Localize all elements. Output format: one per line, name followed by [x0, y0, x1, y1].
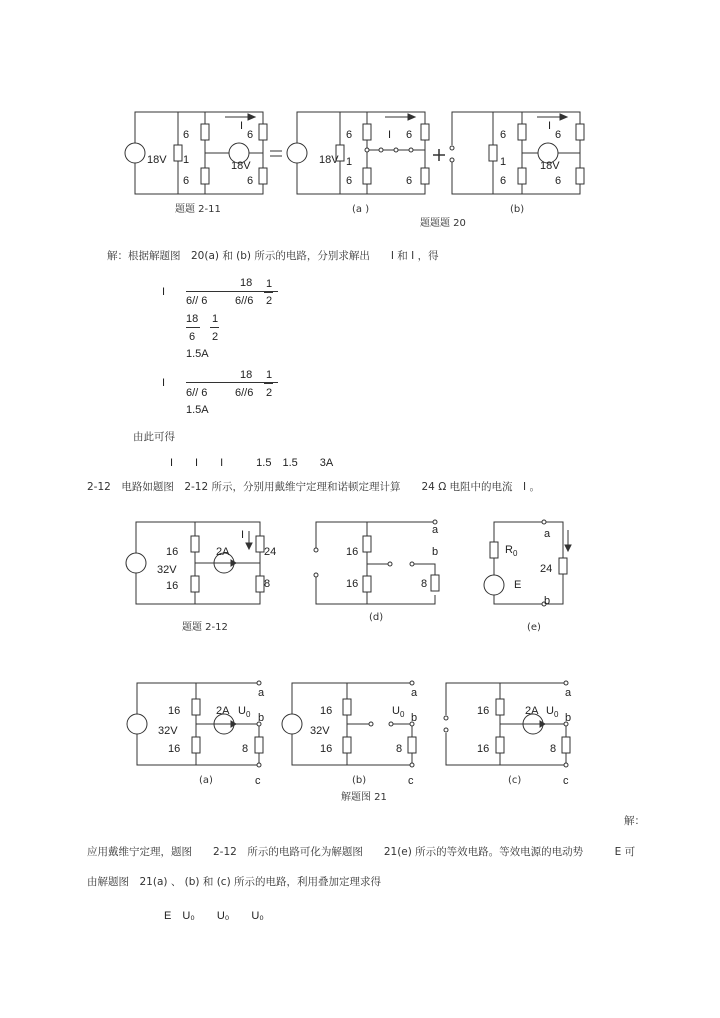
terminal-label: a: [544, 528, 551, 540]
final-result: I I I 1.5 1.5 3A: [170, 457, 334, 469]
resistor-label: $R_0$: [505, 544, 518, 559]
resistor-label: 1: [183, 154, 190, 166]
resistor-label: 6: [500, 175, 507, 187]
resistor-label: 8: [421, 578, 428, 590]
terminal-label: b: [258, 712, 265, 724]
fraction-numerator: 1: [266, 278, 273, 290]
voltage-source-label: 32V: [158, 725, 178, 737]
resistor-label: 16: [168, 743, 181, 755]
terminal-label: b: [544, 595, 551, 607]
solution-intro: 解：根据解题图 20(a) 和 (b) 所示的电路，分别求解出 I 和 I ，得: [107, 250, 439, 262]
equation-result: 1.5A: [186, 348, 209, 360]
terminal-label: a: [258, 687, 265, 699]
emf-label: E: [514, 579, 522, 591]
resistor-label: 6: [247, 175, 254, 187]
problem-statement: 2-12 电路如题图 2-12 所示，分别用戴维宁定理和诺顿定理计算 24 Ω 电阻中的电流 I 。: [87, 481, 540, 493]
resistor-label: 16: [166, 580, 179, 592]
fraction-denominator: 2: [266, 295, 273, 307]
solution-text: 由解题图 21(a) 、 (b) 和 (c) 所示的电路，利用叠加定理求得: [87, 876, 381, 888]
equation-lhs: I: [162, 286, 166, 298]
resistor-label: 6: [555, 129, 562, 141]
voltage-source-label: 18V: [147, 154, 167, 166]
terminal-label: a: [565, 687, 572, 699]
equation-numerator: 18: [186, 313, 199, 325]
terminal-label: a: [432, 524, 439, 536]
voltage-label: $U_0$: [392, 705, 405, 720]
resistor-label: 16: [320, 705, 333, 717]
figure-caption: (a): [199, 775, 213, 786]
voltage-source-label: 18V: [319, 154, 339, 166]
equation-denominator: 6// 6: [186, 295, 208, 307]
figure-caption: (e): [527, 622, 541, 633]
equation-lhs: I: [162, 377, 166, 389]
current-label: I: [241, 529, 245, 541]
resistor-label: 16: [320, 743, 333, 755]
figure-caption: 题题 2-12: [182, 622, 228, 633]
resistor-label: 1: [500, 156, 507, 168]
terminal-label: c: [563, 775, 569, 787]
terminal-label: b: [565, 712, 572, 724]
figure-caption: (b): [510, 204, 525, 215]
final-equation: E U₀ U₀ U₀: [164, 910, 264, 922]
resistor-label: 16: [477, 705, 490, 717]
equation-denominator: 6//6: [235, 387, 254, 399]
terminal-label: c: [408, 775, 414, 787]
current-label: I: [548, 120, 552, 132]
equation-numerator: 18: [240, 277, 253, 289]
resistor-label: 6: [183, 175, 190, 187]
equation-denominator: 6// 6: [186, 387, 208, 399]
current-label: I: [240, 120, 244, 132]
equation-denominator: 6: [189, 331, 196, 343]
resistor-label: 16: [477, 743, 490, 755]
figure-caption: (d): [369, 612, 384, 623]
solution-text: 应用戴维宁定理，题图 2-12 所示的电路可化为解题图 21(e) 所示的等效电路。等效电源的电动势 E 可: [87, 846, 636, 858]
equation-result: 1.5A: [186, 404, 209, 416]
current-label: I: [388, 129, 392, 141]
resistor-label: 6: [247, 129, 254, 141]
terminal-label: a: [411, 687, 418, 699]
fraction-numerator: 1: [212, 313, 219, 325]
fraction-denominator: 2: [266, 387, 273, 399]
terminal-label: b: [432, 546, 439, 558]
current-source-label: 2A: [216, 705, 230, 717]
fraction-denominator: 2: [212, 331, 219, 343]
terminal-label: b: [411, 712, 418, 724]
voltage-source-label: 18V: [540, 160, 560, 172]
resistor-label: 6: [555, 175, 562, 187]
resistor-label: 8: [396, 743, 403, 755]
figure-caption: (a ): [352, 204, 370, 215]
voltage-label: $U_0$: [546, 705, 559, 720]
figure-caption: (c): [508, 775, 522, 786]
resistor-label: 6: [183, 129, 190, 141]
terminal-label: c: [255, 775, 261, 787]
figure-caption: 题题 2-11: [175, 204, 221, 215]
resistor-label: 8: [550, 743, 557, 755]
current-source-label: 2A: [525, 705, 539, 717]
resistor-label: 8: [264, 578, 271, 590]
voltage-label: $U_0$: [238, 705, 251, 720]
resistor-label: 24: [264, 546, 277, 558]
figure-caption: 题题题 20: [420, 218, 466, 229]
voltage-source-label: 32V: [157, 564, 177, 576]
figure-caption: (b): [352, 775, 367, 786]
resistor-label: 1: [346, 156, 353, 168]
voltage-source-label: 18V: [231, 160, 251, 172]
resistor-label: 6: [346, 129, 353, 141]
resistor-label: 6: [500, 129, 507, 141]
resistor-label: 16: [346, 578, 359, 590]
resistor-label: 16: [346, 546, 359, 558]
therefore-text: 由此可得: [133, 431, 175, 443]
voltage-source-label: 32V: [310, 725, 330, 737]
figure-caption: 解题图 21: [341, 792, 387, 803]
resistor-label: 8: [242, 743, 249, 755]
fraction-numerator: 1: [266, 369, 273, 381]
resistor-label: 24: [540, 563, 553, 575]
resistor-label: 16: [166, 546, 179, 558]
equation-numerator: 18: [240, 369, 253, 381]
solution-label: 解：: [624, 815, 645, 827]
resistor-label: 6: [346, 175, 353, 187]
current-source-label: 2A: [216, 546, 230, 558]
resistor-label: 6: [406, 175, 413, 187]
resistor-label: 16: [168, 705, 181, 717]
resistor-label: 6: [406, 129, 413, 141]
equation-denominator: 6//6: [235, 295, 254, 307]
